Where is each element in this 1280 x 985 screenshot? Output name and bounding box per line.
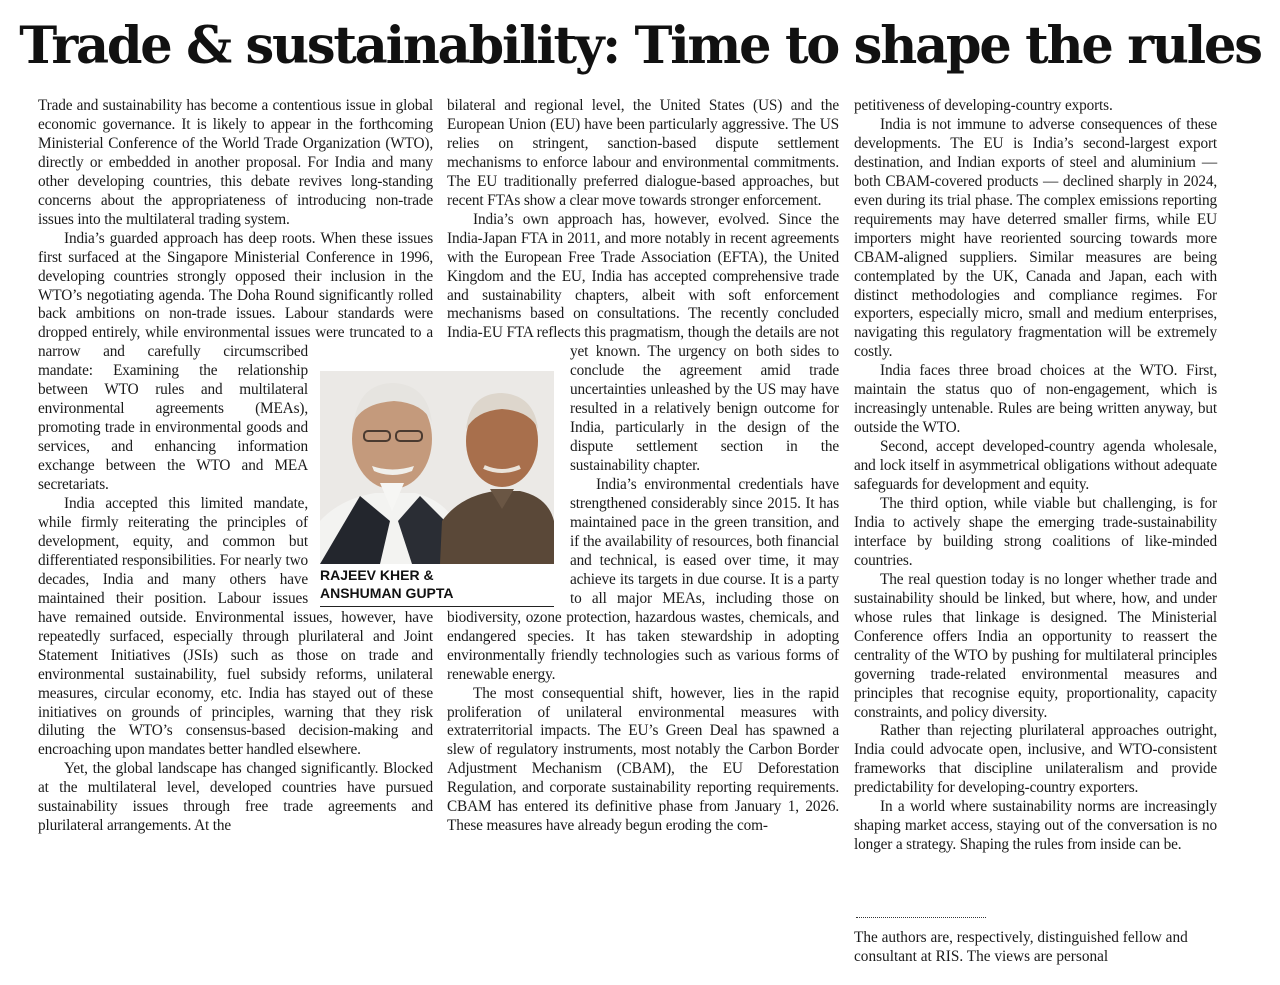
paragraph: India’s environmental credentials have strengthened considerably since 2015. It has maintained pace in the green transition, and if the availability of resources, both financial and technical, is eased over time, it may achieve its targets in due course. It is a party to all major MEAs, including those on biodiversity, ozone protection, hazardous wastes, chemicals, and endangered species. It has taken stewardship in adopting environmentally friendly technologies such as various forms of renewable energy. [447, 476, 839, 683]
headline: Trade & sustainability: Time to shape the rules [19, 16, 1261, 76]
author-photo [320, 371, 554, 564]
author-name-2: ANSHUMAN GUPTA [320, 585, 454, 601]
byline-divider [320, 606, 554, 607]
paragraph: In a world where sustainability norms are increasingly shaping market access, staying out of the conversation is no longer a strategy. Shaping the rules from inside can be. [854, 798, 1217, 854]
paragraph: Second, accept developed-country agenda wholesale, and lock itself in asymmetrical obligations without adequate safeguards for development and equity. [854, 438, 1217, 494]
paragraph: India is not immune to adverse consequences of these developments. The EU is India’s second-largest export destination, and Indian exports of steel and aluminium — both CBAM-covered products — declined sharply in 2024, even during its trial phase. The complex emissions reporting requirements may have deterred smaller firms, while EU importers might have reoriented sourcing towards more CBAM-aligned suppliers. Similar measures are being contemplated by the UK, Canada and Japan, each with distinct methodologies and compliance regimes. For exporters, especially micro, small and medium enterprises, navigating this regulatory fragmentation will be extremely costly. [854, 115, 1217, 361]
article-column-3 [854, 97, 1217, 855]
paragraph: India accepted this limited mandate, while firmly reiterating the principles of development, equity, and common but differentiated responsibilities. For nearly two decades, India and many others have maintained their position. Labour issues have remained outside. Environmental issues, however, have repeatedly surfaced, especially through plurilateral and Joint Statement Initiatives (JSIs) such as those on trade and environmental sustainability, fuel subsidy reforms, unilateral measures, circular economy, etc. India has stayed out of these initiatives on grounds of principles, warning that they risk diluting the WTO’s consensus-based decision-making and encroaching upon mandates better handled elsewhere. [38, 495, 433, 759]
footer-dotted-divider [856, 917, 986, 918]
paragraph: India’s guarded approach has deep roots. When these issues first surfaced at the Singapore Ministerial Conference in 1996, developing countries strongly opposed their inclusion in the WTO’s negotiating agenda. The Doha Round significantly rolled back ambitions on non-trade issues. Labour standards were dropped entirely, while environmental issues were truncated to a narrow and carefully circumscribed mandate: Examining the relationship between WTO rules and multilateral environmental agreements (MEAs), promoting trade in environmental goods and services, and enhancing information exchange between the WTO and MEA secretariats. [38, 229, 433, 494]
paragraph: The real question today is no longer whether trade and sustainability should be linked, but where, how, and under whose rules that linkage is designed. The Ministerial Conference offers India an opportunity to reassert the centrality of the WTO by pushing for multilateral principles governing trade-related environmental measures and principles that recognise equity, proportionality, capacity constraints, and policy diversity. [854, 570, 1217, 721]
paragraph: Rather than rejecting plurilateral approaches outright, India could advocate open, inclusive, and WTO-consistent frameworks that discipline unilateralism and provide predictability for developing-country exporters. [854, 722, 1217, 797]
author-name-1: RAJEEV KHER & [320, 567, 434, 583]
byline [320, 566, 554, 602]
author-portraits-graphic [320, 371, 554, 564]
paragraph: The most consequential shift, however, lies in the rapid proliferation of unilateral environmental measures with extraterritorial impacts. The EU’s Green Deal has spawned a slew of regulatory instruments, most notably the Carbon Border Adjustment Mechanism (CBAM), the EU Deforestation Regulation, and corporate sustainability reporting requirements. CBAM has entered its definitive phase from January 1, 2026. These measures have already begun eroding the com- [447, 684, 839, 835]
paragraph: The third option, while viable but challenging, is for India to actively shape the emerging trade-sustainability interface by building strong coalitions of like-minded countries. [854, 495, 1217, 569]
paragraph: petitiveness of developing-country exports. [854, 97, 1113, 114]
paragraph: Trade and sustainability has become a contentious issue in global economic governance. It is likely to appear in the forthcoming Ministerial Conference of the World Trade Organization (WTO), directly or embedded in another proposal. For India and many other developing countries, this debate revives long-standing concerns about the appropriateness of introducing non-trade issues into the multilateral trading system. [38, 97, 433, 228]
author-note: The authors are, respectively, distinguished fellow and consultant at RIS. The views are personal [854, 929, 1188, 965]
paragraph: India faces three broad choices at the WTO. First, maintain the status quo of non-engagement, which is increasingly untenable. Rules are being written anyway, but outside the WTO. [854, 362, 1217, 437]
paragraph: Yet, the global landscape has changed significantly. Blocked at the multilateral level, developed countries have pursued sustainability issues through free trade agreements and plurilateral arrangements. At the [38, 760, 433, 835]
paragraph: India’s own approach has, however, evolved. Since the India-Japan FTA in 2011, and more notably in recent agreements with the European Free Trade Association (EFTA), the United Kingdom and the EU, India has accepted comprehensive trade and sustainability chapters, albeit with soft enforcement mechanisms based on consultations. The recently concluded India-EU FTA reflects this pragmatism, though the details are not yet known. The urgency on both sides to conclude the agreement amid trade uncertainties unleashed by the US may have resulted in a relatively benign outcome for India, particularly in the design of the dispute settlement section in the sustainability chapter. [447, 210, 839, 475]
paragraph: bilateral and regional level, the United States (US) and the European Union (EU) have been particularly aggressive. The US relies on stringent, sanction-based dispute settlement mechanisms to enforce labour and environmental commitments. The EU traditionally preferred dialogue-based approaches, but recent FTAs show a clear move towards stronger enforcement. [447, 97, 839, 209]
